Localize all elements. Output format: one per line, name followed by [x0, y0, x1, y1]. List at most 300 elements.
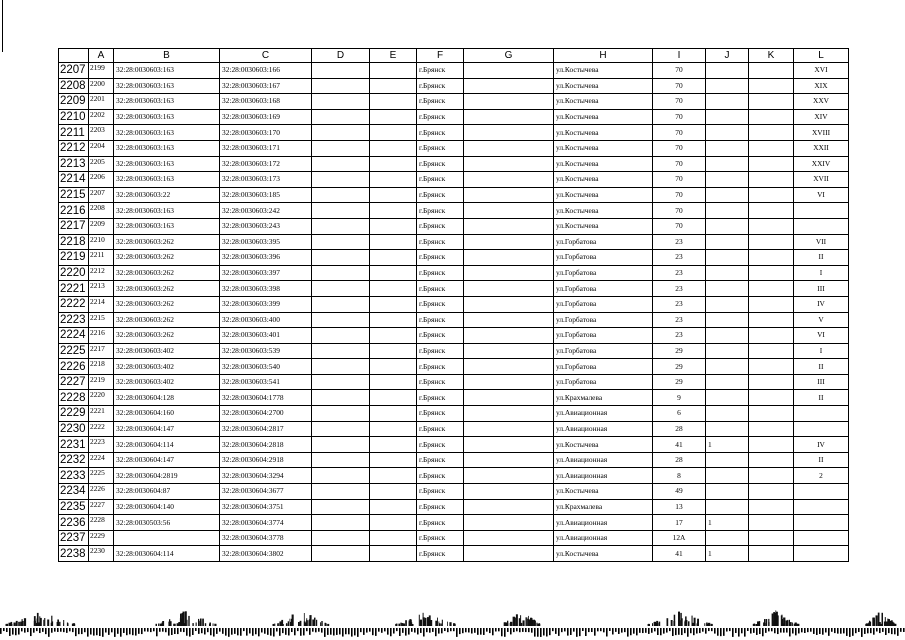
- cell-g[interactable]: [464, 296, 554, 312]
- cell-l[interactable]: III: [794, 281, 849, 297]
- cell-d[interactable]: [312, 218, 370, 234]
- cell-k[interactable]: [749, 250, 794, 266]
- cell-d[interactable]: [312, 406, 370, 422]
- cell-f[interactable]: г.Брянск: [417, 359, 464, 375]
- cell-f[interactable]: г.Брянск: [417, 265, 464, 281]
- cell-b[interactable]: 32:28:0030603:163: [114, 125, 220, 141]
- cell-l[interactable]: I: [794, 343, 849, 359]
- cell-e[interactable]: [370, 499, 417, 515]
- cell-a[interactable]: 2227: [89, 499, 114, 515]
- cell-d[interactable]: [312, 265, 370, 281]
- cell-a[interactable]: 2213: [89, 281, 114, 297]
- column-header-j[interactable]: J: [706, 49, 749, 63]
- cell-i[interactable]: 23: [653, 328, 706, 344]
- cell-b[interactable]: 32:28:0030603:402: [114, 374, 220, 390]
- row-number[interactable]: 2227: [59, 374, 89, 390]
- cell-a[interactable]: 2230: [89, 546, 114, 562]
- cell-d[interactable]: [312, 374, 370, 390]
- row-number[interactable]: 2215: [59, 187, 89, 203]
- cell-g[interactable]: [464, 78, 554, 94]
- cell-d[interactable]: [312, 250, 370, 266]
- column-header-h[interactable]: H: [554, 49, 653, 63]
- cell-j[interactable]: [706, 296, 749, 312]
- cell-k[interactable]: [749, 140, 794, 156]
- cell-i[interactable]: 70: [653, 218, 706, 234]
- cell-d[interactable]: [312, 140, 370, 156]
- cell-f[interactable]: г.Брянск: [417, 406, 464, 422]
- cell-c[interactable]: 32:28:0030603:400: [220, 312, 312, 328]
- cell-k[interactable]: [749, 218, 794, 234]
- cell-j[interactable]: [706, 109, 749, 125]
- cell-b[interactable]: 32:28:0030603:163: [114, 203, 220, 219]
- row-number[interactable]: 2211: [59, 125, 89, 141]
- cell-h[interactable]: ул.Костычева: [554, 94, 653, 110]
- cell-k[interactable]: [749, 156, 794, 172]
- cell-a[interactable]: 2228: [89, 515, 114, 531]
- cell-e[interactable]: [370, 530, 417, 546]
- cell-e[interactable]: [370, 281, 417, 297]
- row-number[interactable]: 2223: [59, 312, 89, 328]
- cell-j[interactable]: [706, 125, 749, 141]
- cell-e[interactable]: [370, 250, 417, 266]
- cell-j[interactable]: [706, 140, 749, 156]
- row-number[interactable]: 2226: [59, 359, 89, 375]
- cell-j[interactable]: 1: [706, 546, 749, 562]
- cell-k[interactable]: [749, 343, 794, 359]
- cell-c[interactable]: 32:28:0030603:169: [220, 109, 312, 125]
- cell-c[interactable]: 32:28:0030604:3778: [220, 530, 312, 546]
- cell-k[interactable]: [749, 187, 794, 203]
- cell-j[interactable]: 1: [706, 437, 749, 453]
- cell-a[interactable]: 2226: [89, 484, 114, 500]
- cell-l[interactable]: [794, 530, 849, 546]
- cell-g[interactable]: [464, 452, 554, 468]
- cell-f[interactable]: г.Брянск: [417, 515, 464, 531]
- cell-k[interactable]: [749, 63, 794, 79]
- cell-d[interactable]: [312, 452, 370, 468]
- cell-d[interactable]: [312, 109, 370, 125]
- cell-c[interactable]: 32:28:0030603:541: [220, 374, 312, 390]
- cell-l[interactable]: [794, 546, 849, 562]
- cell-l[interactable]: II: [794, 359, 849, 375]
- cell-a[interactable]: 2205: [89, 156, 114, 172]
- cell-d[interactable]: [312, 359, 370, 375]
- cell-b[interactable]: 32:28:0030603:163: [114, 63, 220, 79]
- cell-a[interactable]: 2204: [89, 140, 114, 156]
- cell-g[interactable]: [464, 234, 554, 250]
- cell-i[interactable]: 8: [653, 468, 706, 484]
- cell-l[interactable]: [794, 421, 849, 437]
- cell-b[interactable]: 32:28:0030603:402: [114, 359, 220, 375]
- cell-h[interactable]: ул.Авиационная: [554, 468, 653, 484]
- cell-h[interactable]: ул.Костычева: [554, 172, 653, 188]
- cell-h[interactable]: ул.Горбатова: [554, 234, 653, 250]
- cell-l[interactable]: II: [794, 250, 849, 266]
- cell-b[interactable]: 32:28:0030603:262: [114, 234, 220, 250]
- cell-k[interactable]: [749, 515, 794, 531]
- cell-b[interactable]: 32:28:0030604:147: [114, 421, 220, 437]
- cell-a[interactable]: 2212: [89, 265, 114, 281]
- cell-k[interactable]: [749, 125, 794, 141]
- cell-c[interactable]: 32:28:0030603:242: [220, 203, 312, 219]
- cell-f[interactable]: г.Брянск: [417, 281, 464, 297]
- cell-a[interactable]: 2216: [89, 328, 114, 344]
- cell-d[interactable]: [312, 78, 370, 94]
- cell-d[interactable]: [312, 156, 370, 172]
- cell-d[interactable]: [312, 203, 370, 219]
- cell-h[interactable]: ул.Крахмалева: [554, 499, 653, 515]
- cell-h[interactable]: ул.Горбатова: [554, 312, 653, 328]
- cell-l[interactable]: IV: [794, 437, 849, 453]
- cell-i[interactable]: 70: [653, 140, 706, 156]
- cell-h[interactable]: ул.Авиационная: [554, 515, 653, 531]
- cell-e[interactable]: [370, 218, 417, 234]
- row-number[interactable]: 2218: [59, 234, 89, 250]
- cell-c[interactable]: 32:28:0030603:166: [220, 63, 312, 79]
- cell-e[interactable]: [370, 421, 417, 437]
- cell-d[interactable]: [312, 484, 370, 500]
- row-number[interactable]: 2214: [59, 172, 89, 188]
- cell-i[interactable]: 28: [653, 421, 706, 437]
- cell-i[interactable]: 23: [653, 265, 706, 281]
- cell-l[interactable]: [794, 515, 849, 531]
- cell-e[interactable]: [370, 406, 417, 422]
- cell-i[interactable]: 6: [653, 406, 706, 422]
- cell-a[interactable]: 2229: [89, 530, 114, 546]
- cell-j[interactable]: [706, 390, 749, 406]
- cell-k[interactable]: [749, 172, 794, 188]
- row-number[interactable]: 2219: [59, 250, 89, 266]
- cell-b[interactable]: 32:28:0030603:402: [114, 343, 220, 359]
- cell-c[interactable]: 32:28:0030603:396: [220, 250, 312, 266]
- cell-d[interactable]: [312, 421, 370, 437]
- cell-c[interactable]: 32:28:0030604:3677: [220, 484, 312, 500]
- cell-g[interactable]: [464, 437, 554, 453]
- row-number[interactable]: 2234: [59, 484, 89, 500]
- cell-g[interactable]: [464, 499, 554, 515]
- cell-c[interactable]: 32:28:0030603:168: [220, 94, 312, 110]
- cell-h[interactable]: ул.Костычева: [554, 156, 653, 172]
- cell-a[interactable]: 2201: [89, 94, 114, 110]
- cell-e[interactable]: [370, 296, 417, 312]
- cell-g[interactable]: [464, 328, 554, 344]
- cell-b[interactable]: 32:28:0030603:262: [114, 281, 220, 297]
- cell-k[interactable]: [749, 296, 794, 312]
- cell-b[interactable]: 32:28:0030603:163: [114, 140, 220, 156]
- cell-e[interactable]: [370, 234, 417, 250]
- cell-i[interactable]: 70: [653, 125, 706, 141]
- cell-a[interactable]: 2200: [89, 78, 114, 94]
- cell-f[interactable]: г.Брянск: [417, 78, 464, 94]
- cell-c[interactable]: 32:28:0030604:1778: [220, 390, 312, 406]
- cell-j[interactable]: [706, 468, 749, 484]
- cell-g[interactable]: [464, 94, 554, 110]
- cell-g[interactable]: [464, 265, 554, 281]
- column-header-f[interactable]: F: [417, 49, 464, 63]
- cell-e[interactable]: [370, 546, 417, 562]
- cell-b[interactable]: 32:28:0030604:147: [114, 452, 220, 468]
- cell-b[interactable]: 32:28:0030603:163: [114, 156, 220, 172]
- cell-d[interactable]: [312, 63, 370, 79]
- cell-i[interactable]: 23: [653, 281, 706, 297]
- cell-j[interactable]: 1: [706, 515, 749, 531]
- cell-d[interactable]: [312, 468, 370, 484]
- cell-g[interactable]: [464, 515, 554, 531]
- cell-j[interactable]: [706, 452, 749, 468]
- cell-c[interactable]: 32:28:0030604:3294: [220, 468, 312, 484]
- cell-e[interactable]: [370, 109, 417, 125]
- cell-k[interactable]: [749, 78, 794, 94]
- cell-g[interactable]: [464, 281, 554, 297]
- cell-g[interactable]: [464, 250, 554, 266]
- cell-h[interactable]: ул.Костычева: [554, 140, 653, 156]
- cell-h[interactable]: ул.Авиационная: [554, 421, 653, 437]
- column-header-b[interactable]: B: [114, 49, 220, 63]
- cell-a[interactable]: 2208: [89, 203, 114, 219]
- cell-f[interactable]: г.Брянск: [417, 296, 464, 312]
- cell-l[interactable]: XIX: [794, 78, 849, 94]
- cell-g[interactable]: [464, 140, 554, 156]
- cell-f[interactable]: г.Брянск: [417, 468, 464, 484]
- cell-j[interactable]: [706, 343, 749, 359]
- cell-b[interactable]: 32:28:0030604:87: [114, 484, 220, 500]
- row-number[interactable]: 2235: [59, 499, 89, 515]
- cell-l[interactable]: [794, 484, 849, 500]
- cell-e[interactable]: [370, 328, 417, 344]
- column-header-c[interactable]: C: [220, 49, 312, 63]
- cell-j[interactable]: [706, 312, 749, 328]
- cell-h[interactable]: ул.Костычева: [554, 109, 653, 125]
- cell-g[interactable]: [464, 125, 554, 141]
- cell-d[interactable]: [312, 234, 370, 250]
- cell-l[interactable]: VI: [794, 187, 849, 203]
- cell-k[interactable]: [749, 421, 794, 437]
- row-number[interactable]: 2222: [59, 296, 89, 312]
- cell-h[interactable]: ул.Костычева: [554, 125, 653, 141]
- cell-b[interactable]: 32:28:0030603:22: [114, 187, 220, 203]
- cell-l[interactable]: II: [794, 390, 849, 406]
- cell-j[interactable]: [706, 63, 749, 79]
- cell-c[interactable]: 32:28:0030604:2918: [220, 452, 312, 468]
- cell-i[interactable]: 70: [653, 172, 706, 188]
- cell-e[interactable]: [370, 156, 417, 172]
- cell-j[interactable]: [706, 328, 749, 344]
- cell-k[interactable]: [749, 499, 794, 515]
- cell-h[interactable]: ул.Горбатова: [554, 328, 653, 344]
- cell-i[interactable]: 23: [653, 296, 706, 312]
- cell-i[interactable]: 70: [653, 94, 706, 110]
- row-number[interactable]: 2225: [59, 343, 89, 359]
- cell-l[interactable]: XVIII: [794, 125, 849, 141]
- cell-e[interactable]: [370, 187, 417, 203]
- cell-f[interactable]: г.Брянск: [417, 343, 464, 359]
- column-header-d[interactable]: D: [312, 49, 370, 63]
- cell-e[interactable]: [370, 265, 417, 281]
- cell-f[interactable]: г.Брянск: [417, 390, 464, 406]
- cell-f[interactable]: г.Брянск: [417, 63, 464, 79]
- cell-h[interactable]: ул.Горбатова: [554, 374, 653, 390]
- row-number[interactable]: 2237: [59, 530, 89, 546]
- cell-j[interactable]: [706, 281, 749, 297]
- cell-c[interactable]: 32:28:0030603:395: [220, 234, 312, 250]
- cell-k[interactable]: [749, 452, 794, 468]
- cell-a[interactable]: 2211: [89, 250, 114, 266]
- cell-g[interactable]: [464, 156, 554, 172]
- cell-k[interactable]: [749, 109, 794, 125]
- cell-f[interactable]: г.Брянск: [417, 156, 464, 172]
- cell-e[interactable]: [370, 125, 417, 141]
- row-number[interactable]: 2209: [59, 94, 89, 110]
- cell-f[interactable]: г.Брянск: [417, 250, 464, 266]
- cell-b[interactable]: 32:28:0030603:163: [114, 78, 220, 94]
- row-number[interactable]: 2221: [59, 281, 89, 297]
- row-number[interactable]: 2236: [59, 515, 89, 531]
- cell-f[interactable]: г.Брянск: [417, 530, 464, 546]
- column-header-k[interactable]: K: [749, 49, 794, 63]
- cell-l[interactable]: V: [794, 312, 849, 328]
- cell-g[interactable]: [464, 109, 554, 125]
- cell-d[interactable]: [312, 172, 370, 188]
- cell-g[interactable]: [464, 530, 554, 546]
- cell-b[interactable]: 32:28:0030604:114: [114, 546, 220, 562]
- cell-j[interactable]: [706, 203, 749, 219]
- cell-h[interactable]: ул.Крахмалева: [554, 390, 653, 406]
- cell-h[interactable]: ул.Авиационная: [554, 452, 653, 468]
- cell-i[interactable]: 23: [653, 234, 706, 250]
- cell-j[interactable]: [706, 374, 749, 390]
- cell-i[interactable]: 70: [653, 156, 706, 172]
- cell-i[interactable]: 28: [653, 452, 706, 468]
- cell-h[interactable]: ул.Костычева: [554, 187, 653, 203]
- cell-l[interactable]: VII: [794, 234, 849, 250]
- cell-h[interactable]: ул.Горбатова: [554, 296, 653, 312]
- cell-b[interactable]: 32:28:0030604:140: [114, 499, 220, 515]
- cell-b[interactable]: 32:28:0030603:163: [114, 94, 220, 110]
- cell-i[interactable]: 13: [653, 499, 706, 515]
- row-number[interactable]: 2208: [59, 78, 89, 94]
- cell-g[interactable]: [464, 203, 554, 219]
- cell-i[interactable]: 29: [653, 343, 706, 359]
- cell-i[interactable]: 49: [653, 484, 706, 500]
- cell-k[interactable]: [749, 312, 794, 328]
- cell-i[interactable]: 12А: [653, 530, 706, 546]
- cell-i[interactable]: 70: [653, 78, 706, 94]
- cell-k[interactable]: [749, 484, 794, 500]
- cell-e[interactable]: [370, 374, 417, 390]
- cell-k[interactable]: [749, 530, 794, 546]
- cell-f[interactable]: г.Брянск: [417, 312, 464, 328]
- cell-h[interactable]: ул.Авиационная: [554, 530, 653, 546]
- cell-k[interactable]: [749, 390, 794, 406]
- cell-c[interactable]: 32:28:0030604:2818: [220, 437, 312, 453]
- cell-g[interactable]: [464, 187, 554, 203]
- row-number[interactable]: 2228: [59, 390, 89, 406]
- cell-i[interactable]: 9: [653, 390, 706, 406]
- cell-a[interactable]: 2199: [89, 63, 114, 79]
- cell-g[interactable]: [464, 218, 554, 234]
- cell-g[interactable]: [464, 406, 554, 422]
- cell-i[interactable]: 23: [653, 312, 706, 328]
- cell-a[interactable]: 2217: [89, 343, 114, 359]
- cell-a[interactable]: 2225: [89, 468, 114, 484]
- cell-a[interactable]: 2221: [89, 406, 114, 422]
- cell-k[interactable]: [749, 406, 794, 422]
- cell-b[interactable]: 32:28:0030603:163: [114, 172, 220, 188]
- cell-f[interactable]: г.Брянск: [417, 499, 464, 515]
- cell-h[interactable]: ул.Авиационная: [554, 406, 653, 422]
- cell-c[interactable]: 32:28:0030604:2817: [220, 421, 312, 437]
- cell-h[interactable]: ул.Горбатова: [554, 343, 653, 359]
- cell-a[interactable]: 2203: [89, 125, 114, 141]
- cell-g[interactable]: [464, 421, 554, 437]
- cell-d[interactable]: [312, 515, 370, 531]
- cell-d[interactable]: [312, 546, 370, 562]
- cell-i[interactable]: 41: [653, 546, 706, 562]
- cell-c[interactable]: 32:28:0030603:167: [220, 78, 312, 94]
- corner-cell[interactable]: [59, 49, 89, 63]
- cell-a[interactable]: 2202: [89, 109, 114, 125]
- cell-j[interactable]: [706, 250, 749, 266]
- cell-a[interactable]: 2207: [89, 187, 114, 203]
- cell-j[interactable]: [706, 234, 749, 250]
- row-number[interactable]: 2212: [59, 140, 89, 156]
- cell-b[interactable]: 32:28:0030604:114: [114, 437, 220, 453]
- cell-e[interactable]: [370, 312, 417, 328]
- cell-j[interactable]: [706, 484, 749, 500]
- cell-c[interactable]: 32:28:0030604:3751: [220, 499, 312, 515]
- cell-k[interactable]: [749, 359, 794, 375]
- cell-h[interactable]: ул.Костычева: [554, 437, 653, 453]
- row-number[interactable]: 2220: [59, 265, 89, 281]
- cell-l[interactable]: [794, 218, 849, 234]
- cell-f[interactable]: г.Брянск: [417, 234, 464, 250]
- cell-c[interactable]: 32:28:0030603:243: [220, 218, 312, 234]
- cell-g[interactable]: [464, 63, 554, 79]
- cell-e[interactable]: [370, 515, 417, 531]
- cell-c[interactable]: 32:28:0030603:397: [220, 265, 312, 281]
- cell-e[interactable]: [370, 343, 417, 359]
- cell-j[interactable]: [706, 406, 749, 422]
- cell-f[interactable]: г.Брянск: [417, 218, 464, 234]
- cell-f[interactable]: г.Брянск: [417, 546, 464, 562]
- cell-b[interactable]: 32:28:0030603:262: [114, 328, 220, 344]
- cell-j[interactable]: [706, 187, 749, 203]
- cell-k[interactable]: [749, 234, 794, 250]
- cell-a[interactable]: 2206: [89, 172, 114, 188]
- cell-h[interactable]: ул.Костычева: [554, 203, 653, 219]
- cell-e[interactable]: [370, 390, 417, 406]
- cell-d[interactable]: [312, 437, 370, 453]
- cell-a[interactable]: 2210: [89, 234, 114, 250]
- cell-f[interactable]: г.Брянск: [417, 172, 464, 188]
- cell-h[interactable]: ул.Костычева: [554, 78, 653, 94]
- cell-e[interactable]: [370, 94, 417, 110]
- cell-f[interactable]: г.Брянск: [417, 484, 464, 500]
- column-header-a[interactable]: A: [89, 49, 114, 63]
- row-number[interactable]: 2216: [59, 203, 89, 219]
- cell-l[interactable]: XXII: [794, 140, 849, 156]
- cell-d[interactable]: [312, 94, 370, 110]
- cell-e[interactable]: [370, 359, 417, 375]
- column-header-e[interactable]: E: [370, 49, 417, 63]
- cell-d[interactable]: [312, 343, 370, 359]
- cell-d[interactable]: [312, 328, 370, 344]
- cell-f[interactable]: г.Брянск: [417, 374, 464, 390]
- row-number[interactable]: 2213: [59, 156, 89, 172]
- cell-k[interactable]: [749, 374, 794, 390]
- cell-h[interactable]: ул.Горбатова: [554, 250, 653, 266]
- cell-c[interactable]: 32:28:0030604:3802: [220, 546, 312, 562]
